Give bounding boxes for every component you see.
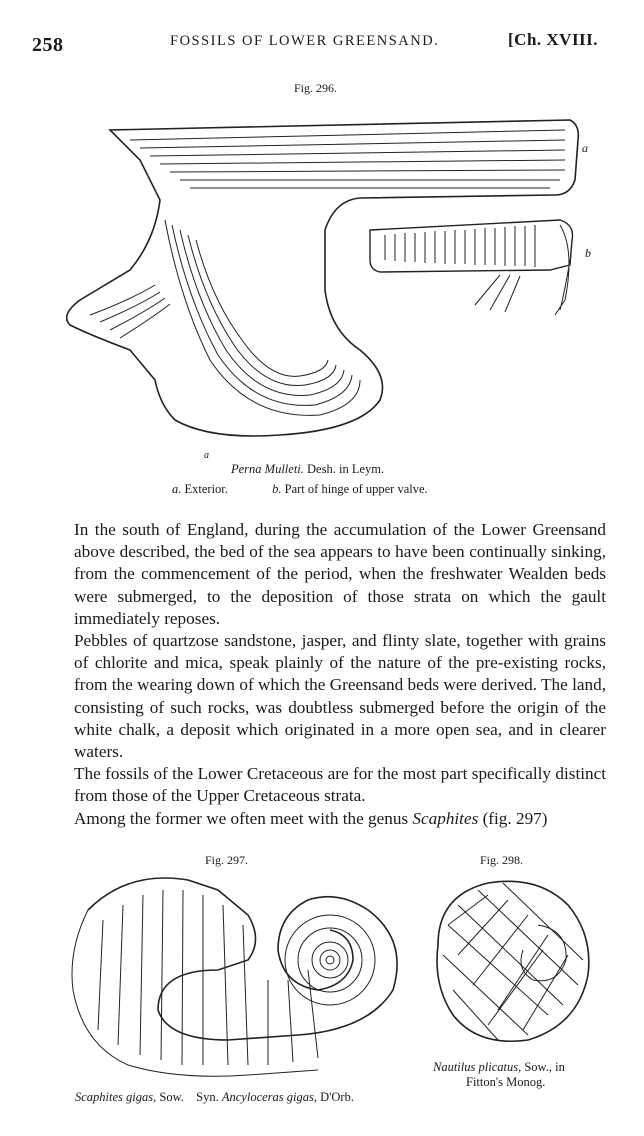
body-paragraph-1: In the south of England, during the accumulation of the Lower Greensand above described, the bed of the sea appears to have been continually sinking, from the commencement of the period, when the freshwater Wealden beds were submerged, to the deposition of those strata on which the gault immediately reposes. (74, 520, 606, 628)
figure-298-illustration (428, 875, 598, 1050)
page-number: 258 (32, 34, 64, 56)
figure-296-mark-b: b (585, 246, 591, 260)
figure-298-label: Fig. 298. (480, 853, 524, 867)
body-paragraph-3: The fossils of the Lower Cretaceous are for the most part specifically distinct from those of the Upper Cretaceous strata. (74, 764, 606, 806)
body-paragraph-4-before: Among the former we often meet with the genus (74, 808, 409, 828)
figure-297-syn: Syn. (196, 1090, 219, 1104)
body-paragraph-4 (74, 808, 606, 830)
body-text (74, 519, 606, 830)
figure-298-caption-line-1 (433, 1060, 565, 1075)
figure-297-illustration (68, 870, 408, 1080)
figure-297-label: Fig. 297. (205, 853, 249, 867)
figure-296-caption-line-2 (172, 482, 428, 497)
figure-296-species-name: Perna Mulleti. (231, 462, 304, 476)
figure-297-syn-name: Ancyloceras gigas, (221, 1090, 317, 1104)
figure-296-caption-b-letter: b. (272, 482, 282, 496)
chapter-mark: [Ch. XVIII. (508, 30, 599, 49)
figure-297-syn-authority: D'Orb. (320, 1090, 354, 1104)
figure-296-authority: Desh. in Leym. (307, 462, 385, 476)
figure-298-species-name: Nautilus plicatus, (433, 1060, 522, 1074)
body-paragraph-2: Pebbles of quartzose sandstone, jasper, and flinty slate, together with grains of chlorite and mica, speak plainly of the nature of the pre-existing rocks, from the wearing down of which the Greensand beds were derived. The land, consisting of such rocks, was doubtless submerged before the origin of the white chalk, a deposit which originated in a more open sea, and in clearer waters. (74, 631, 606, 762)
figure-298-caption-line-2: Fitton's Monog. (466, 1075, 546, 1089)
figure-297-caption (75, 1090, 354, 1105)
figure-296-label: Fig. 296. (294, 81, 338, 95)
figure-296-caption-a-text: Exterior. (184, 482, 228, 496)
body-paragraph-4-after: (fig. 297) (482, 808, 548, 828)
figure-296-caption-line-1 (231, 462, 384, 477)
body-paragraph-4-genus: Scaphites (412, 808, 479, 828)
running-title: FOSSILS OF LOWER GREENSAND. (170, 33, 440, 49)
figure-296-mark-a: a (582, 141, 588, 155)
figure-296-mark-a-bottom: a (204, 450, 209, 461)
figure-298-authority: Sow., in (524, 1060, 565, 1074)
figure-296-caption-b-text: Part of hinge of upper valve. (284, 482, 428, 496)
figure-296-caption-a-letter: a. (172, 482, 182, 496)
figure-296-illustration (60, 100, 600, 460)
figure-297-authority: Sow. (159, 1090, 184, 1104)
figure-297-species-name: Scaphites gigas, (75, 1090, 157, 1104)
